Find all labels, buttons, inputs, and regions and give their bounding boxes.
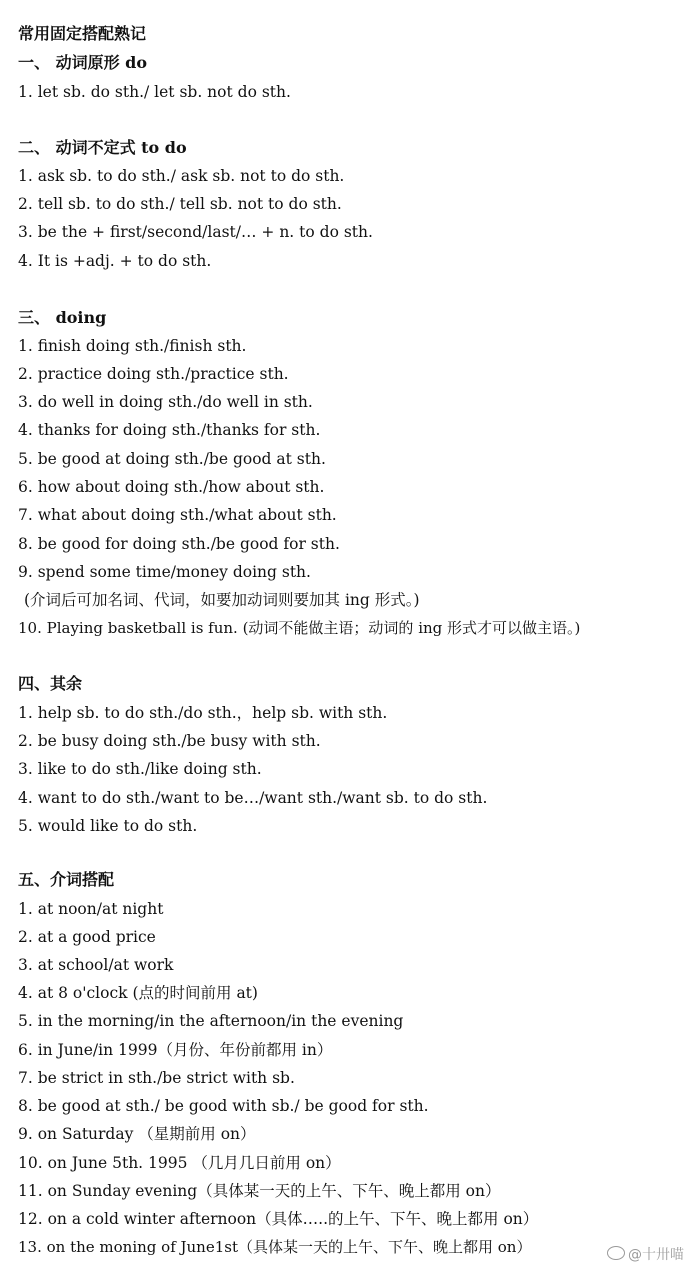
list-item: 2. be busy doing sth./be busy with sth. xyxy=(18,732,321,750)
list-item: 10. Playing basketball is fun. (动词不能做主语；动词的 ing 形式才可以做主语。) xyxy=(18,619,581,637)
list-item: 1. at noon/at night xyxy=(18,900,164,918)
list-item: 4. at 8 o'clock (点的时间前用 at) xyxy=(18,984,258,1002)
list-item: 5. would like to do sth. xyxy=(18,817,198,835)
document-title: 常用固定搭配熟记 xyxy=(18,24,147,43)
list-item: 1. let sb. do sth./ let sb. not do sth. xyxy=(18,83,291,101)
list-item: 9. spend some time/money doing sth. xyxy=(18,563,311,581)
weibo-icon xyxy=(607,1246,625,1260)
list-item: 3. at school/at work xyxy=(18,956,174,974)
section-heading-3: 三、 doing xyxy=(18,308,107,327)
list-item: 7. what about doing sth./what about sth. xyxy=(18,506,337,524)
list-item: 1. help sb. to do sth./do sth.，help sb. with sth. xyxy=(18,704,388,722)
section-heading-4: 四、其余 xyxy=(18,674,83,693)
list-item: 9. on Saturday （星期前用 on） xyxy=(18,1125,256,1143)
list-item: 5. be good at doing sth./be good at sth. xyxy=(18,450,326,468)
list-item: 1. finish doing sth./finish sth. xyxy=(18,337,247,355)
list-item: 3. do well in doing sth./do well in sth. xyxy=(18,393,313,411)
list-item: 7. be strict in sth./be strict with sb. xyxy=(18,1069,295,1087)
list-item: 12. on a cold winter afternoon（具体…..的上午、下午、晚上都用 on） xyxy=(18,1210,539,1228)
list-item: 5. in the morning/in the afternoon/in the evening xyxy=(18,1012,404,1030)
watermark-text: @十卅喵 xyxy=(628,1247,684,1263)
section-heading-5: 五、介词搭配 xyxy=(18,870,115,889)
list-item: 8. be good for doing sth./be good for sth. xyxy=(18,535,340,553)
list-item: 6. in June/in 1999（月份、年份前都用 in） xyxy=(18,1041,333,1059)
list-item: 3. like to do sth./like doing sth. xyxy=(18,760,262,778)
section-heading-1: 一、 动词原形 do xyxy=(18,53,148,72)
list-item: 10. on June 5th. 1995 （几月几日前用 on） xyxy=(18,1154,341,1172)
list-item: 2. tell sb. to do sth./ tell sb. not to do sth. xyxy=(18,195,342,213)
list-item: 2. practice doing sth./practice sth. xyxy=(18,365,289,383)
watermark xyxy=(607,1244,684,1264)
section-note: (介词后可加名词、代词，如要加动词则要加其 ing 形式。) xyxy=(24,591,420,609)
list-item: 11. on Sunday evening（具体某一天的上午、下午、晚上都用 on） xyxy=(18,1182,501,1200)
list-item: 1. ask sb. to do sth./ ask sb. not to do sth. xyxy=(18,167,345,185)
list-item: 6. how about doing sth./how about sth. xyxy=(18,478,325,496)
list-item: 4. It is +adj. + to do sth. xyxy=(18,252,212,270)
section-heading-2: 二、 动词不定式 to do xyxy=(18,138,187,157)
list-item: 13. on the moning of June1st（具体某一天的上午、下午、晚上都用 on） xyxy=(18,1238,532,1256)
list-item: 3. be the + first/second/last/… + n. to do sth. xyxy=(18,223,373,241)
list-item: 4. thanks for doing sth./thanks for sth. xyxy=(18,421,321,439)
list-item: 2. at a good price xyxy=(18,928,156,946)
list-item: 4. want to do sth./want to be…/want sth./want sb. to do sth. xyxy=(18,789,488,807)
list-item: 8. be good at sth./ be good with sb./ be good for sth. xyxy=(18,1097,429,1115)
